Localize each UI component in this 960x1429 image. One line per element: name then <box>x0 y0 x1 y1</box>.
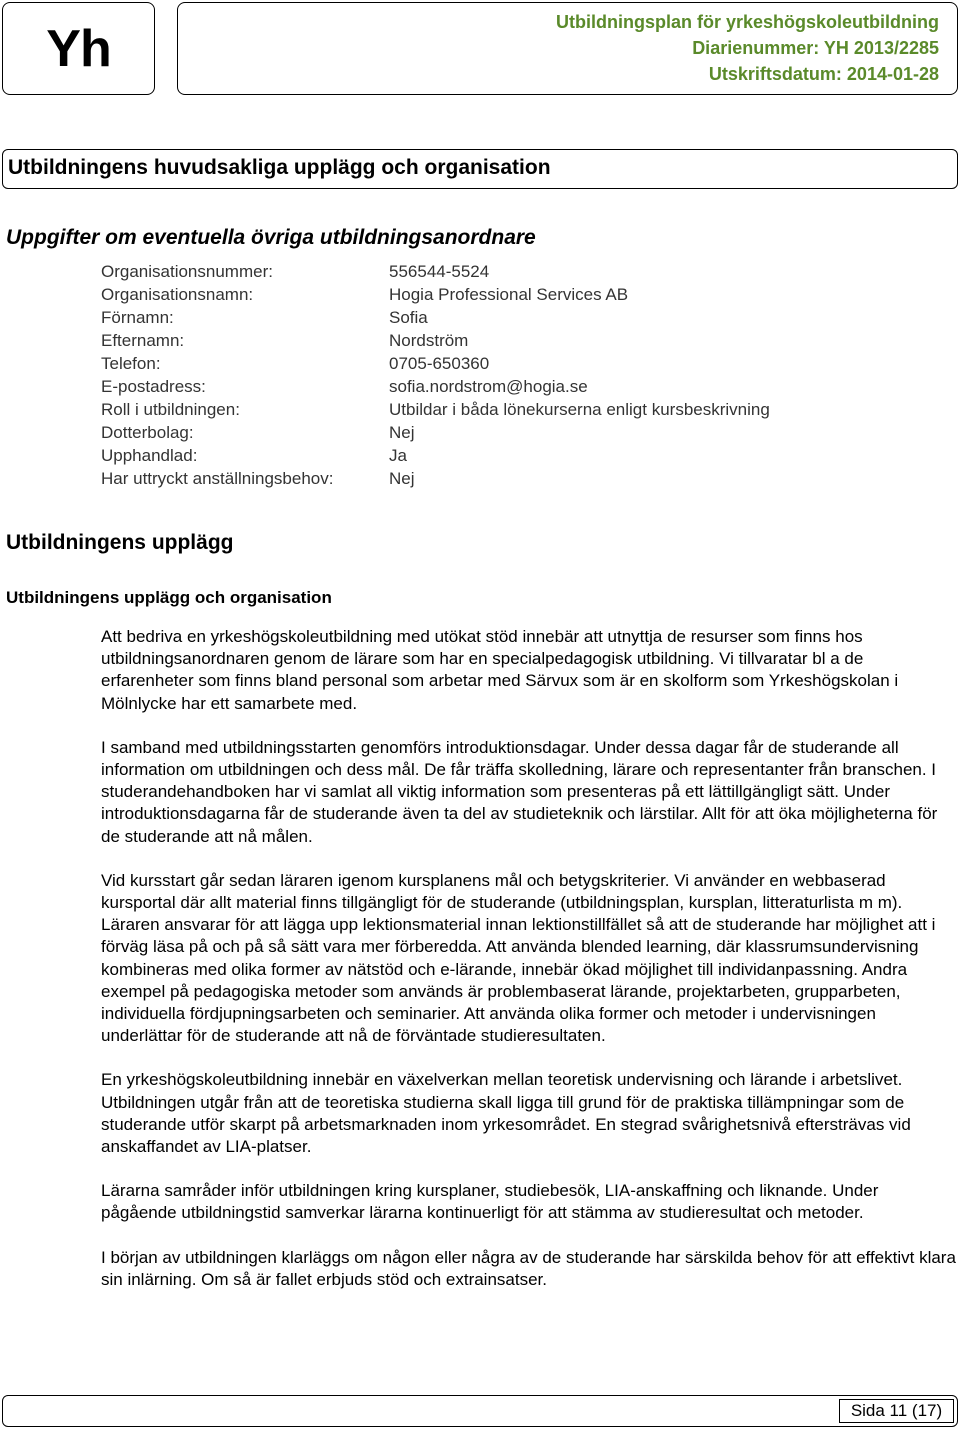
print-date: Utskriftsdatum: 2014-01-28 <box>708 64 939 84</box>
upplagg-body <box>101 626 957 1313</box>
upplagg-subheading: Utbildningens upplägg och organisation <box>6 588 332 607</box>
info-label: Efternamn: <box>101 331 185 350</box>
organizer-info-table <box>101 260 770 490</box>
diarienummer: Diarienummer: YH 2013/2285 <box>692 38 939 58</box>
info-label: Förnamn: <box>101 308 174 327</box>
paragraph: I början av utbildningen klarläggs om någon eller några av de studerande har särskilda behov för att effektivt klara sin inlärning. Om så är fallet erbjuds stöd och extrainsatser. <box>101 1247 956 1289</box>
info-row <box>101 421 770 444</box>
info-value: 0705-650360 <box>389 354 490 373</box>
info-label: Organisationsnummer: <box>101 262 273 281</box>
info-label: Dotterbolag: <box>101 423 194 442</box>
paragraph: Vid kursstart går sedan läraren igenom kursplanens mål och betygskriterier. Vi använder en webbaserad kursportal där allt material finns tillgängligt för de studerande (utbildningsplan, kursplan, litteraturlista m m). Läraren ansvarar för att lägga upp lektionsmaterial innan lektionstillfället så att de studerande har möjlighet att i förväg läsa på och på så sätt vara mer förberedda. Att använda blended learning, där klassrumsundervisning kombineras med olika former av nätstöd och e-lärande, innebär ökad möjlighet till individanpassning. Andra exempel på pedagogiska metoder som används är problembaserat lärande, projektarbeten, grupparbeten, individuella fördjupningsarbeten och seminarier. Att använda olika former och metoder i undervisningen underlättar för de studerande att nå de förväntade studieresultaten. <box>101 870 936 1046</box>
paragraph: I samband med utbildningsstarten genomförs introduktionsdagar. Under dessa dagar får de studerande all information om utbildningen och dess mål. De får träffa skolledning, lärare och representanter från branschen. I studerandehandboken har vi samlat all viktig information som presenteras på ett lättillgängligt sätt. Under introduktionsdagarna får de studerande även ta del av studieteknik och lärstilar. Allt för att öka möjligheterna för de studerande att nå målen. <box>101 737 938 846</box>
info-label: Telefon: <box>101 354 161 373</box>
section-title: Utbildningens huvudsakliga upplägg och organisation <box>2 149 958 189</box>
info-row <box>101 375 770 398</box>
info-value: Utbildar i båda lönekurserna enligt kursbeskrivning <box>389 400 770 419</box>
info-label: Roll i utbildningen: <box>101 400 240 419</box>
info-row <box>101 467 770 490</box>
info-label: Organisationsnamn: <box>101 285 254 304</box>
paragraph: En yrkeshögskoleutbildning innebär en växelverkan mellan teoretisk undervisning och lärande i arbetslivet. Utbildningen utgår från att de teoretiska studierna skall ligga till grund för de praktiska tillämpningar som de studerande utför skarpt på arbetsmarknaden inom yrkesområdet. En stegrad svårighetsnivå eftersträvas vid anskaffandet av LIA-platser. <box>101 1070 911 1157</box>
info-label: Upphandlad: <box>101 446 198 465</box>
page-number: Sida 11 (17) <box>839 1399 954 1423</box>
info-row <box>101 260 770 283</box>
document-header <box>177 2 958 95</box>
info-value: Nordström <box>389 331 469 350</box>
upplagg-heading: Utbildningens upplägg <box>6 531 234 554</box>
info-value: 556544-5524 <box>389 262 490 281</box>
info-label: Har uttryckt anställningsbehov: <box>101 469 334 488</box>
info-value: Nej <box>389 423 415 442</box>
email-value[interactable]: sofia.nordstrom@hogia.se <box>389 377 588 396</box>
paragraph: Att bedriva en yrkeshögskoleutbildning med utökat stöd innebär att utnyttja de resurser som finns hos utbildningsanordnaren genom de lärare som har en specialpedagogisk utbildning. Vi tillvaratar bl a de erfarenheter som finns bland personal som arbetar med Särvux som är en skolform som Yrkeshögskolan i Mölnlycke har ett samarbete med. <box>101 627 899 713</box>
info-row <box>101 444 770 467</box>
organizer-heading: Uppgifter om eventuella övriga utbildningsanordnare <box>6 226 536 249</box>
paragraph: Lärarna samråder inför utbildningen kring kursplaner, studiebesök, LIA-anskaffning och liknande. Under pågående utbildningstid samverkar lärarna kontinuerligt för att stämma av studieresultat och metoder. <box>101 1181 879 1223</box>
info-label: E-postadress: <box>101 377 206 396</box>
info-row <box>101 306 770 329</box>
yh-logo <box>2 2 155 95</box>
info-row <box>101 283 770 306</box>
info-value: Sofia <box>389 308 428 327</box>
info-value: Ja <box>389 446 407 465</box>
document-title: Utbildningsplan för yrkeshögskoleutbildning <box>555 12 939 32</box>
info-row <box>101 352 770 375</box>
info-value: Nej <box>389 469 415 488</box>
page-footer <box>2 1395 958 1427</box>
info-row <box>101 398 770 421</box>
info-value: Hogia Professional Services AB <box>389 285 629 304</box>
logo-text: Yh <box>46 19 111 78</box>
info-row <box>101 329 770 352</box>
